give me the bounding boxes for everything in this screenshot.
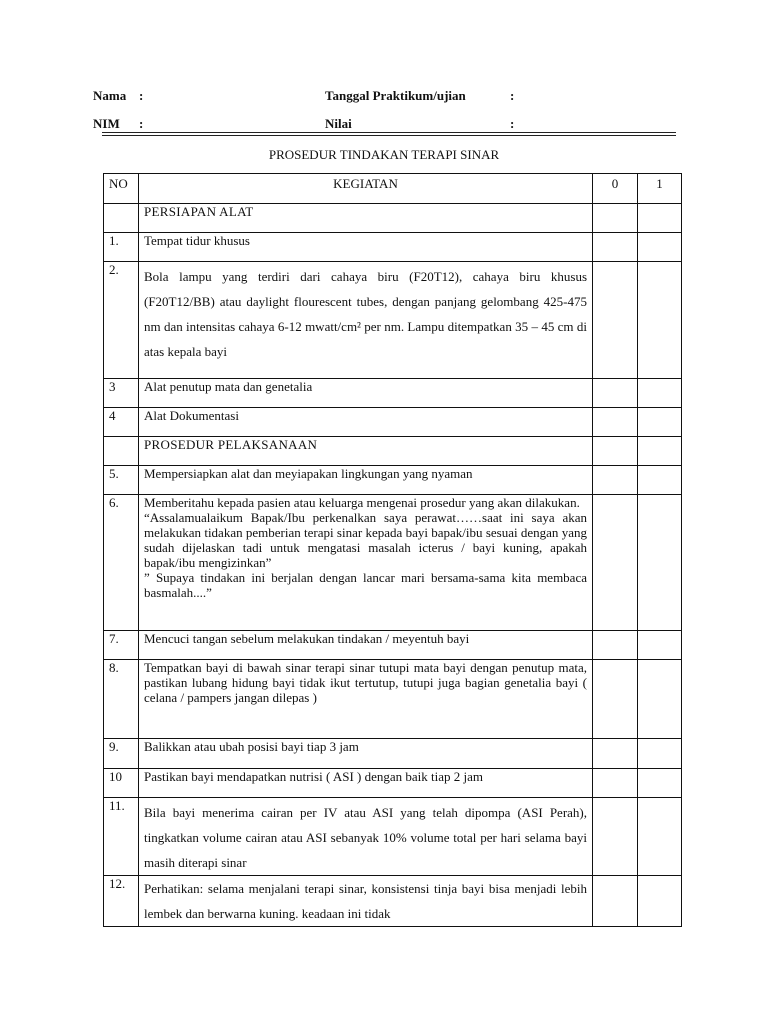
score-cell-0[interactable] [593, 769, 638, 798]
score-cell-1[interactable] [638, 769, 682, 798]
score-cell-1[interactable] [638, 408, 682, 437]
table-row [104, 660, 682, 739]
table-row [104, 769, 682, 798]
activity-text-basmalah: ” Supaya tindakan ini berjalan dengan lancar mari bersama-sama kita membaca basmalah....” [144, 570, 587, 600]
activity-text: Tempat tidur khusus [139, 233, 593, 262]
score-cell-1[interactable] [638, 739, 682, 769]
nilai-label: Nilai [325, 116, 352, 131]
score-cell-1[interactable] [638, 798, 682, 876]
row-number: 8. [104, 660, 139, 739]
score-cell-0[interactable] [593, 876, 638, 927]
row-number: 10 [104, 769, 139, 798]
row-number: 9. [104, 739, 139, 769]
tanggal-label: Tanggal Praktikum/ujian [325, 88, 466, 103]
score-cell-1[interactable] [638, 466, 682, 495]
score-cell-0[interactable] [593, 262, 638, 379]
score-cell-1[interactable] [638, 660, 682, 739]
score-cell-1[interactable] [638, 379, 682, 408]
activity-text: Mencuci tangan sebelum melakukan tindakan / meyentuh bayi [139, 631, 593, 660]
nama-label: Nama [93, 88, 127, 103]
table-row [104, 798, 682, 876]
row-number [104, 437, 139, 466]
header-rule-bottom [102, 135, 676, 136]
row-number: 12. [104, 876, 139, 927]
activity-text [139, 495, 593, 631]
activity-text: Alat Dokumentasi [139, 408, 593, 437]
table-row [104, 739, 682, 769]
row-number: 11. [104, 798, 139, 876]
activity-text: Mempersiapkan alat dan meyiapakan lingkungan yang nyaman [139, 466, 593, 495]
activity-text: Perhatikan: selama menjalani terapi sinar, konsistensi tinja bayi bisa menjadi lebih lembek dan berwarna kuning. keadaan ini tidak [139, 876, 593, 927]
score-cell-1[interactable] [638, 233, 682, 262]
score-cell-1[interactable] [638, 262, 682, 379]
col-header-no: NO [104, 174, 139, 204]
score-cell-1[interactable] [638, 876, 682, 927]
table-row [104, 262, 682, 379]
table-row [104, 631, 682, 660]
score-cell-1[interactable] [638, 204, 682, 233]
table-row [104, 233, 682, 262]
score-cell-0[interactable] [593, 437, 638, 466]
document-title: PROSEDUR TINDAKAN TERAPI SINAR [268, 147, 500, 162]
activity-text: Bola lampu yang terdiri dari cahaya biru (F20T12), cahaya biru khusus (F20T12/BB) atau daylight flourescent tubes, dengan panjang gelombang 425-475 nm dan intensitas cahaya 6-12 mwatt/cm² per nm. Lampu ditempatkan 35 – 45 cm di atas kepala bayi [139, 262, 593, 379]
activity-text: Alat penutup mata dan genetalia [139, 379, 593, 408]
score-cell-0[interactable] [593, 379, 638, 408]
tanggal-colon: : [510, 88, 515, 103]
row-number: 6. [104, 495, 139, 631]
section-heading-pelaksanaan: PROSEDUR PELAKSANAAN [139, 437, 593, 466]
score-cell-1[interactable] [638, 631, 682, 660]
nama-colon: : [139, 88, 144, 103]
score-cell-0[interactable] [593, 495, 638, 631]
row-number: 1. [104, 233, 139, 262]
activity-text: Bila bayi menerima cairan per IV atau ASI yang telah dipompa (ASI Perah), tingkatkan volume cairan atau ASI sebanyak 10% volume total per hari selama bayi masih diterapi sinar [139, 798, 593, 876]
score-cell-0[interactable] [593, 204, 638, 233]
nim-colon: : [139, 116, 144, 131]
score-cell-0[interactable] [593, 408, 638, 437]
table-row [104, 437, 682, 466]
procedure-table [103, 173, 682, 927]
score-cell-1[interactable] [638, 495, 682, 631]
row-number: 7. [104, 631, 139, 660]
row-number [104, 204, 139, 233]
col-header-1: 1 [638, 174, 682, 204]
table-row [104, 466, 682, 495]
score-cell-0[interactable] [593, 631, 638, 660]
row-number: 4 [104, 408, 139, 437]
row-number: 2. [104, 262, 139, 379]
nilai-colon: : [510, 116, 515, 131]
activity-text-greeting: “Assalamualaikum Bapak/Ibu perkenalkan saya perawat……saat ini saya akan melakukan tidakan pemberian terapi sinar kepada bayi bapak/ibu sesuai dengan yang sudah dijelaskan tadi untuk mengatasi masalah icterus / bayi kuning, apakah bapak/ibu mengizinkan” [144, 510, 587, 570]
table-header-row [104, 174, 682, 204]
activity-text: Balikkan atau ubah posisi bayi tiap 3 jam [139, 739, 593, 769]
score-cell-0[interactable] [593, 739, 638, 769]
row-number: 3 [104, 379, 139, 408]
col-header-kegiatan: KEGIATAN [139, 174, 593, 204]
row-number: 5. [104, 466, 139, 495]
activity-text: Pastikan bayi mendapatkan nutrisi ( ASI ) dengan baik tiap 2 jam [139, 769, 593, 798]
table-row [104, 876, 682, 927]
table-row [104, 204, 682, 233]
table-row [104, 495, 682, 631]
score-cell-1[interactable] [638, 437, 682, 466]
score-cell-0[interactable] [593, 466, 638, 495]
score-cell-0[interactable] [593, 660, 638, 739]
score-cell-0[interactable] [593, 798, 638, 876]
score-cell-0[interactable] [593, 233, 638, 262]
activity-text-intro: Memberitahu kepada pasien atau keluarga mengenai prosedur yang akan dilakukan. [144, 495, 580, 510]
nim-label: NIM [93, 116, 120, 131]
header-rule-top [102, 132, 676, 133]
table-row [104, 379, 682, 408]
col-header-0: 0 [593, 174, 638, 204]
activity-text: Tempatkan bayi di bawah sinar terapi sinar tutupi mata bayi dengan penutup mata, pastikan lubang hidung bayi tidak ikut tertutup, tutupi juga bagian genetalia bayi ( celana / pampers jangan dilepas ) [139, 660, 593, 739]
section-heading-persiapan: PERSIAPAN ALAT [139, 204, 593, 233]
table-row [104, 408, 682, 437]
